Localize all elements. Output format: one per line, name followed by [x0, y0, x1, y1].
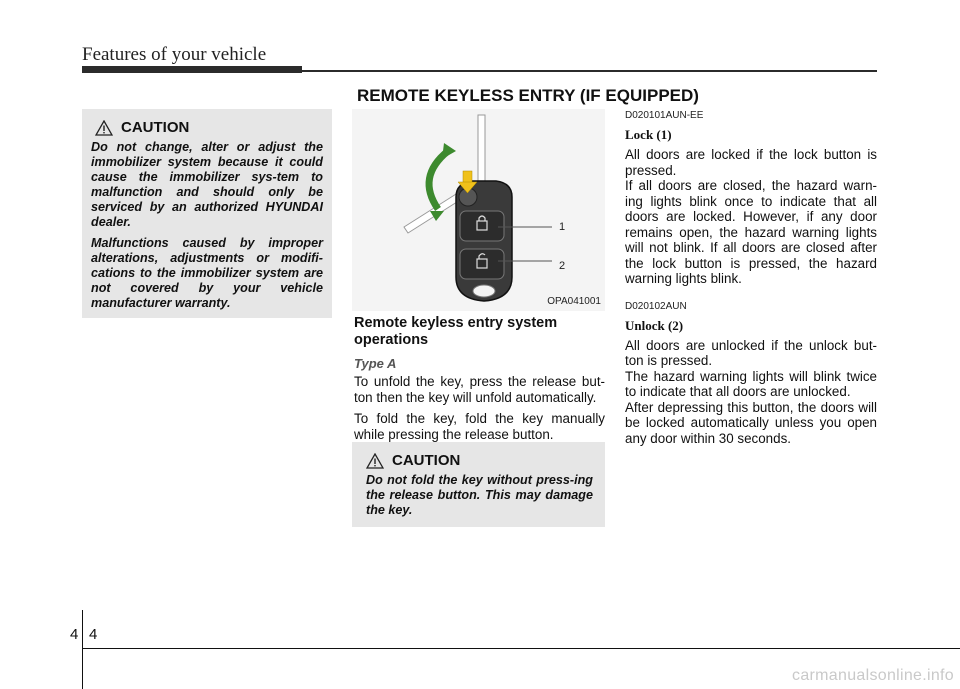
lock-heading: Lock (1): [625, 127, 672, 142]
caution-heading-text: CAUTION: [121, 119, 190, 136]
callout-2: 2: [559, 260, 566, 272]
page-number-divider: [82, 610, 83, 689]
unfold-instructions: To unfold the key, press the release but-ton then the key will unfold automatically.: [354, 374, 605, 405]
warning-triangle-icon: [95, 120, 113, 136]
lock-text-2: If all doors are closed, the hazard warn-ing lights blink once to indicate that all doors are locked. However, if any door remains open, the hazard warning lights will not blink. If all doors are closed after the lock button is pressed, the hazard warning lights blink.: [625, 178, 877, 286]
lock-unlock-section: [625, 110, 877, 452]
caution-paragraph-1: Do not change, alter or adjust the immobilizer system because it could cause the immobilizer sys-tem to malfunction and should only be serviced by an authorized HYUNDAI dealer.: [91, 140, 323, 229]
warning-triangle-icon: [366, 453, 384, 469]
type-label: Type A: [354, 356, 397, 371]
caution-heading: [366, 452, 593, 469]
watermark: carmanualsonline.info: [792, 667, 954, 684]
unlock-text-2: The hazard warning lights will blink twice to indicate that all doors are unlocked.: [625, 368, 877, 399]
figure-code: OPA041001: [547, 296, 601, 307]
caution-box-fold: [352, 442, 605, 527]
lock-text-1: All doors are locked if the lock button is pressed.: [625, 147, 877, 178]
footer-rule: [82, 648, 960, 649]
operations-heading: Remote keyless entry system operations: [354, 315, 558, 348]
caution-box-immobilizer: [82, 109, 332, 318]
header-rule: [302, 70, 877, 72]
unlock-section-code: D020102AUN: [625, 300, 687, 312]
caution-heading: [95, 119, 323, 136]
caution-heading-text: CAUTION: [392, 452, 461, 469]
caution-fold-text: Do not fold the key without press-ing the release button. This may damage the key.: [366, 473, 593, 517]
fold-instructions: To fold the key, fold the key manually while pressing the release button.: [354, 411, 605, 442]
page-number: 4: [89, 626, 98, 643]
key-fob-illustration: [352, 109, 605, 311]
lock-section-code: D020101AUN-EE: [625, 110, 704, 121]
unlock-text-1: All doors are unlocked if the unlock but-ton is pressed.: [625, 337, 877, 368]
header-bar: [82, 66, 302, 73]
page-header-title: Features of your vehicle: [82, 44, 267, 65]
chapter-number: 4: [70, 626, 79, 643]
unlock-heading: Unlock (2): [625, 317, 684, 333]
section-title: REMOTE KEYLESS ENTRY (IF EQUIPPED): [357, 86, 699, 105]
key-fob-drawing: [352, 109, 605, 311]
callout-1: 1: [559, 221, 566, 233]
caution-paragraph-2: Malfunctions caused by improper alterations, adjustments or modifi-cations to the immobilizer system are not covered by your vehicle manufacturer warranty.: [91, 236, 323, 310]
operations-section: [354, 315, 605, 448]
unlock-text-3: After depressing this button, the doors will be locked automatically unless you open any door within 30 seconds.: [625, 399, 877, 446]
